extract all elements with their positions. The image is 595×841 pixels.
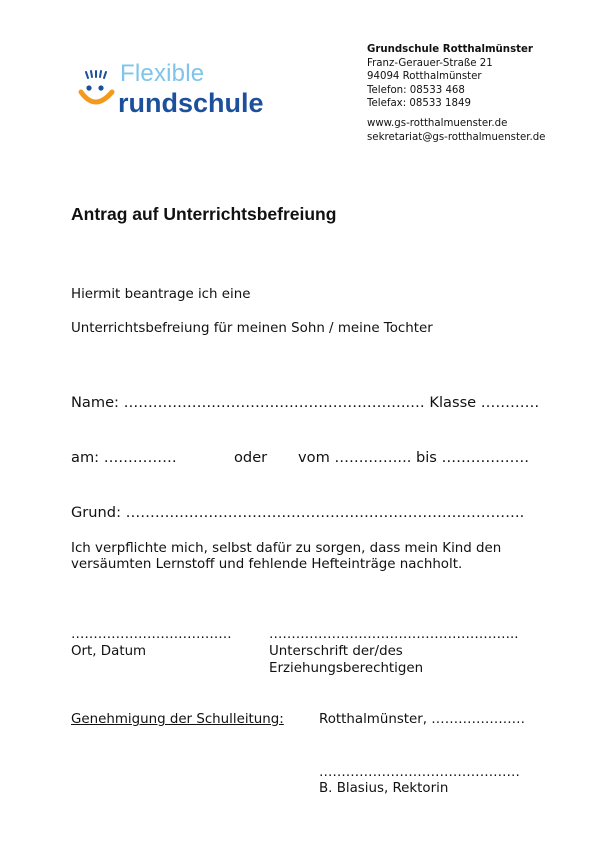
school-address [367, 43, 545, 144]
intro-line-2: Unterrichtsbefreiung für meinen Sohn / meine Tochter [71, 321, 433, 336]
school-phone: Telefon: 08533 468 [367, 84, 465, 96]
school-street: Franz-Gerauer-Straße 21 [367, 57, 493, 69]
date-field[interactable]: am: …………… [71, 449, 177, 466]
date-range-field[interactable]: vom …….……... bis ……………… [298, 449, 530, 466]
school-fax: Telefax: 08533 1849 [367, 98, 471, 110]
place-date-label: Ort, Datum [71, 644, 147, 659]
principal-name: B. Blasius, Rektorin [319, 781, 449, 796]
or-label: oder [234, 449, 268, 466]
reason-field[interactable]: Grund: ………………………………………………………………………. [71, 504, 525, 521]
smiley-face-icon [76, 68, 122, 114]
guardian-signature-label-1: Unterschrift der/des [269, 644, 403, 659]
school-website-link[interactable]: www.gs-rotthalmuenster.de [367, 117, 508, 129]
approval-label: Genehmigung der Schulleitung: [71, 712, 284, 727]
pledge-line-1: Ich verpflichte mich, selbst dafür zu sorgen, dass mein Kind den [71, 541, 502, 556]
place-date-line[interactable]: ……………………………… [71, 627, 232, 642]
school-name: Grundschule Rotthalmünster [367, 44, 533, 55]
school-email-link[interactable]: sekretariat@gs-rotthalmuenster.de [367, 131, 546, 143]
school-logo [76, 60, 272, 126]
form-title: Antrag auf Unterrichtsbefreiung [71, 204, 337, 224]
school-city: 94094 Rotthalmünster [367, 71, 482, 83]
name-class-field[interactable]: Name: …………………………………………………..… Klasse ………… [71, 394, 540, 411]
pledge-line-2: versäumten Lernstoff und fehlende Hefteinträge nachholt. [71, 557, 463, 572]
logo-text-flexible: Flexible [120, 60, 205, 87]
guardian-signature-line[interactable]: ……………………………………………….. [269, 627, 519, 642]
approval-place-date[interactable]: Rotthalmünster, ………………… [319, 712, 526, 727]
logo-text-grundschule: rundschule [118, 88, 264, 118]
guardian-signature-label-2: Erziehungsberechtigen [269, 661, 424, 676]
intro-line-1: Hiermit beantrage ich eine [71, 287, 251, 302]
principal-signature-line[interactable]: ……………………………………… [319, 765, 520, 780]
